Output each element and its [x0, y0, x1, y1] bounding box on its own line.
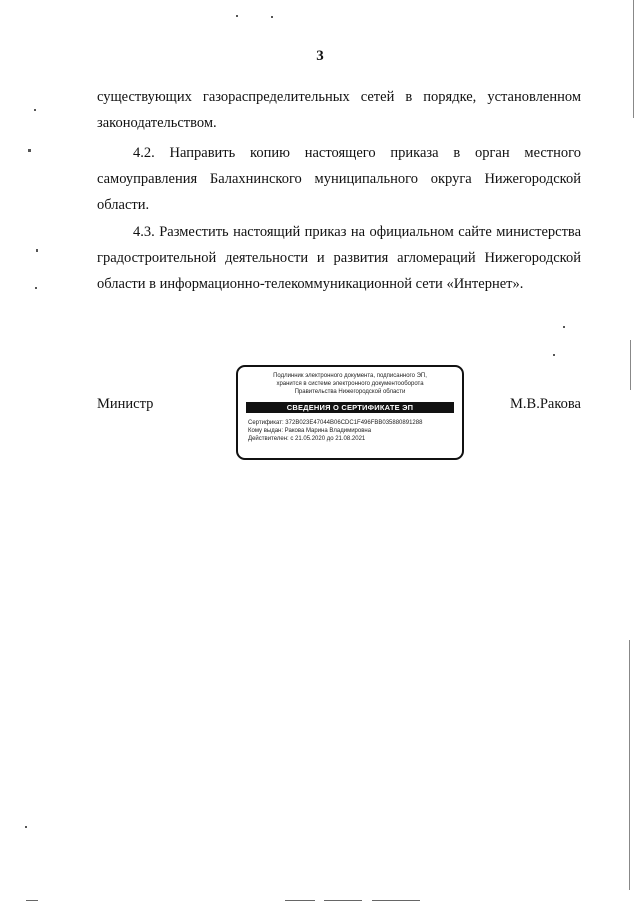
stamp-header [238, 372, 462, 396]
scan-edge-line [324, 900, 362, 901]
text-line: 4.3. Разместить настоящий приказ на официальном сайте министерства [133, 224, 581, 240]
stamp-details [248, 419, 452, 443]
paragraph-4-2 [97, 140, 581, 218]
certificate-validity: Действителен: с 21.05.2020 до 21.08.2021 [248, 436, 366, 442]
stamp-header-line: хранится в системе электронного документооборота [276, 381, 424, 387]
scan-edge-line [633, 0, 634, 118]
paragraph-4-3 [97, 219, 581, 297]
scan-speck [35, 287, 37, 289]
page-number: 3 [316, 48, 324, 64]
certificate-owner: Кому выдан: Ракова Марина Владимировна [248, 428, 372, 434]
text-line: существующих газораспределительных сетей в порядке, установленном [97, 89, 581, 105]
scan-edge-line [630, 340, 631, 390]
scan-speck [271, 16, 273, 18]
text-line: законодательством. [97, 115, 217, 131]
text-line: градостроительной деятельности и развития агломераций Нижегородской [97, 250, 581, 266]
certificate-number: Сертификат: 372B023E47044B06CDC1F496FBB035880891288 [248, 420, 423, 426]
stamp-header-line: Правительства Нижегородской области [294, 389, 406, 395]
stamp-header-line: Подлинник электронного документа, подписанного ЭП, [273, 373, 427, 379]
scan-speck [553, 354, 555, 356]
signer-position: Министр [97, 396, 154, 412]
scan-speck [236, 15, 238, 17]
scan-speck [36, 249, 38, 252]
scan-edge-line [285, 900, 315, 901]
scan-speck [25, 826, 27, 828]
scan-edge-line [372, 900, 420, 901]
scan-speck [28, 149, 31, 152]
text-line: самоуправления Балахнинского муниципального округа Нижегородской [97, 171, 581, 187]
digital-signature-stamp [236, 365, 464, 460]
scan-speck [563, 326, 565, 328]
scan-edge-line [26, 900, 38, 901]
text-line: области. [97, 197, 150, 213]
text-line: области в информационно-телекоммуникационной сети «Интернет». [97, 276, 524, 292]
scan-edge-line [629, 640, 630, 890]
paragraph-continuation [97, 84, 581, 136]
signer-name: М.В.Ракова [510, 396, 581, 412]
text-line: 4.2. Направить копию настоящего приказа в орган местного [133, 145, 581, 161]
stamp-certificate-title: СВЕДЕНИЯ О СЕРТИФИКАТЕ ЭП [246, 402, 454, 413]
scan-speck [34, 109, 36, 111]
